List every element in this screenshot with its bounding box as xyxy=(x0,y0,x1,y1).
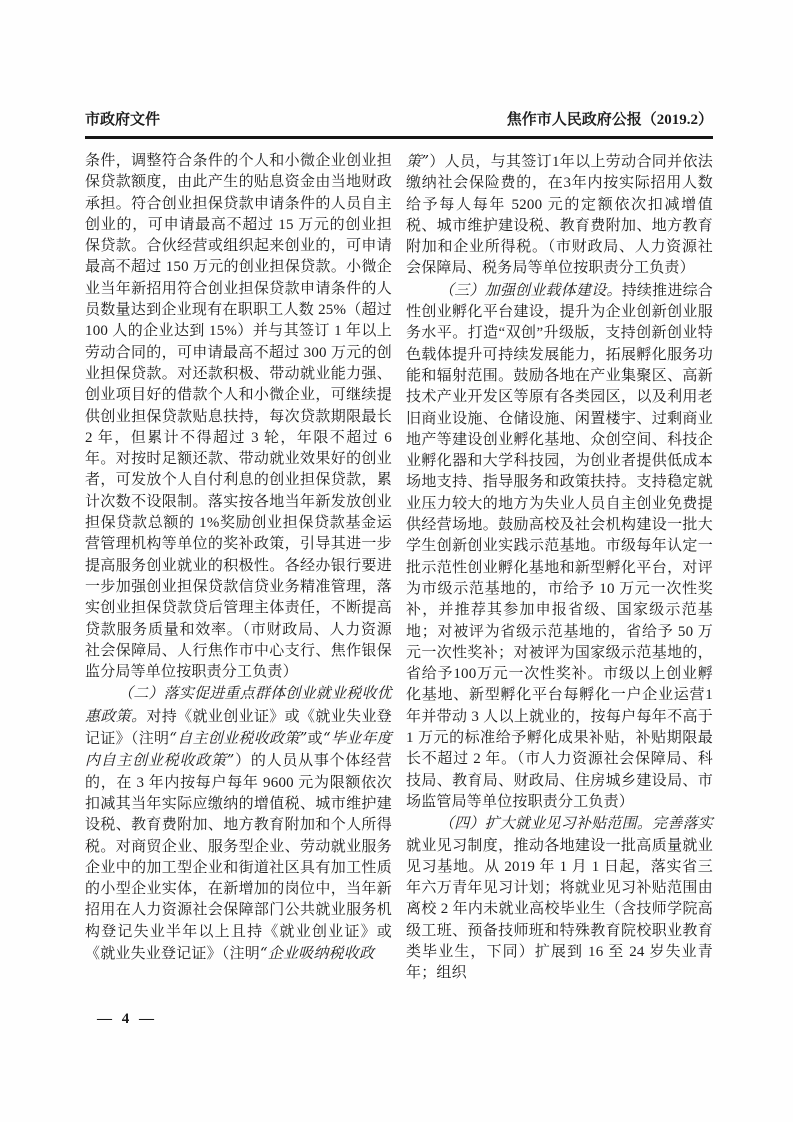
kai-text-run: “毕业年度内自主创业税收政策” xyxy=(85,729,393,770)
text-columns xyxy=(85,151,713,985)
page-footer xyxy=(97,1011,157,1028)
page-number: — 4 — xyxy=(97,1011,157,1027)
text-run: ）的人员从事个体经营的，在 3 年内按每户每年 9600 元为限额依次扣减其当年实际应缴纳的增值税、城市维护建设税、教育费附加、地方教育附加和个人所得税。对商贸企业、服务型企业、劳动就业服务企业中的加工型企业和街道社区具有加工性质的小型企业实体，在新增加的岗位中，当年新招用在人力资源社会保障部门公共就业服务机构登记失业半年以上且持《就业创业证》或《就业失业登记证》（注明 xyxy=(85,753,392,962)
kai-text-run: （三）加强创业载体建设。 xyxy=(439,280,622,299)
kai-text-run: （四）扩大就业见习补贴范围。完善落实 xyxy=(439,814,713,833)
paragraph xyxy=(406,280,713,813)
right-text-column xyxy=(406,151,713,985)
left-text-column xyxy=(85,151,392,985)
paragraph xyxy=(85,151,392,683)
page-header xyxy=(85,108,713,139)
text-run: 对持《就业创业证》或《就业失业登记证》（注明 xyxy=(85,708,392,748)
paragraph xyxy=(85,683,392,965)
text-run: ）人员，与其签订1年以上劳动合同并依法缴纳社会保险费的，在3年内按实际招用人数给予每人每年 5200 元的定额依次扣减增值税、城市维护建设税、教育费附加、地方教育附加和企业所得税。（市财政局、人力资源社会保障局、税务局等单位按职责分工负责） xyxy=(406,154,713,277)
header-gazette-title: 焦作市人民政府公报（2019.2） xyxy=(506,112,713,128)
kai-text-run: “自主创业税收政策” xyxy=(169,729,308,748)
text-run: 或 xyxy=(307,731,323,748)
kai-text-run: 策” xyxy=(406,152,430,170)
text-run: 就业见习制度，推动各地建设一批高质量就业见习基地。从 2019 年 1 月 1 日起，落实省三年六万青年见习计划；将就业见习补贴范围由离校 2 年内未就业高校毕业生（含技师学院高级工班、预备技师班和特殊教育院校职业教育类毕业生，下同）扩展到 16 至 24 岁失业青年；组织 xyxy=(406,837,713,982)
text-run: 条件，调整符合条件的个人和小微企业创业担保贷款额度，由此产生的贴息资金由当地财政承担。符合创业担保贷款申请条件的人员自主创业的，可申请最高不超过 15 万元的创业担保贷款。合伙经营或组织起来创业的，可申请最高不超过 150 万元的创业担保贷款。小微企业当年新招用符合创业担保贷款申请条件的人员数量达到企业现有在职职工人数 25%（超过 100 人的企业达到 15%）并与其签订 1 年以上劳动合同的，可申请最高不超过 300 万元的创业担保贷款。对还款积极、带动就业能力强、创业项目好的借款个人和小微企业，可继续提供创业担保贷款贴息扶持，每次贷款期限最长 2 年，但累计不得超过 3 轮，年限不超过 6 年。对按时足额还款、带动就业效果好的创业者，可发放个人自付利息的创业担保贷款，累计次数不设限制。落实按各地当年新发放创业担保贷款总额的 1%奖励创业担保贷款基金运营管理机构等单位的奖补政策，引导其进一步提高服务创业就业的积极性。各经办银行要进一步加强创业担保贷款信贷业务精准管理，落实创业担保贷款贷后管理主体责任，不断提高贷款服务质量和效率。（市财政局、人力资源社会保障局、人行焦作市中心支行、焦作银保监分局等单位按职责分工负责） xyxy=(85,153,392,681)
paragraph xyxy=(406,813,713,984)
paragraph xyxy=(406,151,713,280)
header-section-title: 市政府文件 xyxy=(85,112,161,128)
text-run: 持续推进综合性创业孵化平台建设，提升为企业创新创业服务水平。打造“双创”升级版，支持创新创业特色载体提升可持续发展能力，拓展孵化服务功能和辐射范围。鼓励各地在产业集聚区、高新技术产业开发区等原有各类园区，以及利用老旧商业设施、仓储设施、闲置楼宇、过剩商业地产等建设创业孵化基地、众创空间、科技企业孵化器和大学科技园，为创业者提供低成本场地支持、指导服务和政策扶持。支持稳定就业压力较大的地方为失业人员自主创业免费提供经营场地。鼓励高校及社会机构建设一批大学生创新创业实践示范基地。市级每年认定一批示范性创业孵化基地和新型孵化平台，对评为市级示范基地的，市给予 10 万元一次性奖补，并推荐其参加申报省级、国家级示范基地；对被评为省级示范基地的，省给予 50 万元一次性奖补；对被评为国家级示范基地的，省给予100万元一次性奖补。市级以上创业孵化基地、新型孵化平台每孵化一户企业运营1年并带动 3 人以上就业的，按每户每年不高于 1 万元的标准给予孵化成果补贴，补贴期限最长不超过 2 年。（市人力资源社会保障局、科技局、教育局、财政局、住房城乡建设局、市场监管局等单位按职责分工负责） xyxy=(406,282,714,810)
kai-text-run: （二）落实促进重点群体创业就业税收优惠政策。 xyxy=(85,684,392,725)
kai-text-run: “企业吸纳税收政 xyxy=(259,943,375,962)
